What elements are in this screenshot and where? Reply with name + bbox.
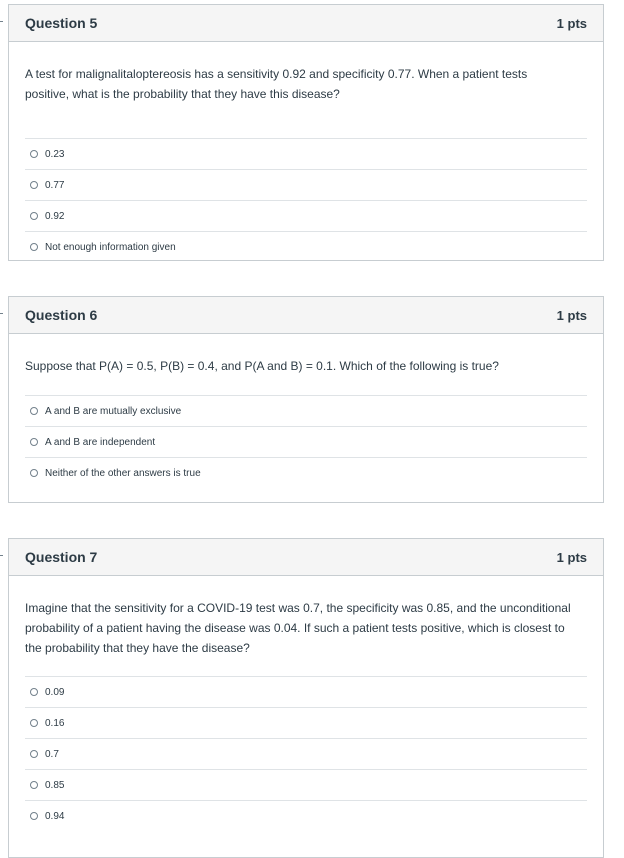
answer-label: 0.77	[45, 179, 65, 191]
radio-button-icon[interactable]	[30, 719, 38, 727]
question-title: Question 6	[25, 307, 98, 323]
radio-button-icon[interactable]	[30, 150, 38, 158]
question-title: Question 7	[25, 549, 98, 565]
radio-button-icon[interactable]	[30, 688, 38, 696]
question-header	[9, 297, 603, 334]
question-points: 1 pts	[556, 549, 587, 565]
answer-option[interactable]	[25, 138, 587, 169]
question-header	[9, 5, 603, 42]
question-marker	[0, 313, 3, 314]
radio-button-icon[interactable]	[30, 438, 38, 446]
answer-label: 0.92	[45, 210, 65, 222]
answer-option[interactable]	[25, 457, 587, 488]
question-text: A test for malignalitaloptereosis has a sensitivity 0.92 and specificity 0.77. When a patient tests positive, what is the probability that they have this disease?	[25, 67, 528, 101]
question-header	[9, 539, 603, 576]
answer-label: A and B are mutually exclusive	[45, 405, 182, 417]
answer-option[interactable]	[25, 769, 587, 800]
answer-label: 0.23	[45, 148, 65, 160]
answer-label: A and B are independent	[45, 436, 156, 448]
answer-list	[25, 138, 587, 262]
question-6-card	[8, 296, 604, 503]
answer-label: 0.94	[45, 810, 65, 822]
radio-button-icon[interactable]	[30, 812, 38, 820]
answer-list	[25, 395, 587, 488]
answer-label: 0.7	[45, 748, 59, 760]
answer-option[interactable]	[25, 800, 587, 831]
answer-option[interactable]	[25, 426, 587, 457]
question-5-card	[8, 4, 604, 261]
radio-button-icon[interactable]	[30, 469, 38, 477]
answer-label: 0.85	[45, 779, 65, 791]
answer-option[interactable]	[25, 200, 587, 231]
answer-label: Not enough information given	[45, 241, 176, 253]
answer-option[interactable]	[25, 738, 587, 769]
answer-option[interactable]	[25, 169, 587, 200]
answer-option[interactable]	[25, 676, 587, 707]
radio-button-icon[interactable]	[30, 750, 38, 758]
question-text: Suppose that P(A) = 0.5, P(B) = 0.4, and P(A and B) = 0.1. Which of the following is true?	[25, 359, 499, 373]
radio-button-icon[interactable]	[30, 212, 38, 220]
answer-option[interactable]	[25, 231, 587, 262]
radio-button-icon[interactable]	[30, 243, 38, 251]
question-points: 1 pts	[556, 307, 587, 323]
radio-button-icon[interactable]	[30, 181, 38, 189]
answer-option[interactable]	[25, 707, 587, 738]
radio-button-icon[interactable]	[30, 781, 38, 789]
answer-label: Neither of the other answers is true	[45, 467, 201, 479]
answer-list	[25, 676, 587, 831]
answer-label: 0.16	[45, 717, 65, 729]
question-title: Question 5	[25, 15, 98, 31]
question-text: Imagine that the sensitivity for a COVID-19 test was 0.7, the specificity was 0.85, and the unconditional probability of a patient having the disease was 0.04. If such a patient tests positive, which is closest to the probability that they have the disease?	[25, 601, 571, 655]
radio-button-icon[interactable]	[30, 407, 38, 415]
answer-option[interactable]	[25, 395, 587, 426]
answer-label: 0.09	[45, 686, 65, 698]
question-points: 1 pts	[556, 15, 587, 31]
question-marker	[0, 555, 3, 556]
question-marker	[0, 21, 3, 22]
question-7-card	[8, 538, 604, 858]
